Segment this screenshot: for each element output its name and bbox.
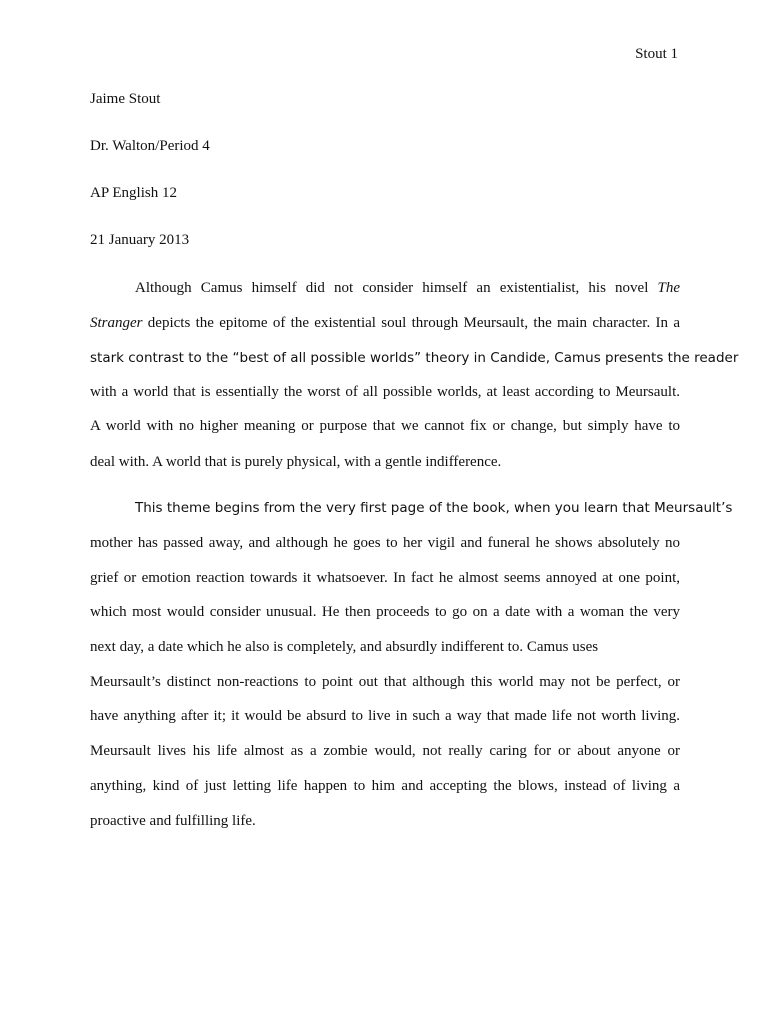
instructor-line: Dr. Walton/Period 4 xyxy=(90,138,210,154)
paragraph-1-line-2 xyxy=(90,314,680,332)
line-text: Although Camus himself did not consider himself an existentialist, his novel xyxy=(135,280,658,296)
author-name: Jaime Stout xyxy=(90,91,161,107)
italic-title-start: The xyxy=(657,280,680,296)
paragraph-2-line-10: proactive and fulfilling life. xyxy=(90,813,256,829)
paragraph-1-line-4: with a world that is essentially the worst of all possible worlds, at least according to Meursault. xyxy=(90,384,680,400)
paragraph-2-line-5: next day, a date which he also is completely, and absurdly indifferent to. Camus uses xyxy=(90,639,599,655)
paragraph-2-line-6: Meursault’s distinct non-reactions to point out that although this world may not be perfect, or xyxy=(90,674,680,690)
running-head: Stout 1 xyxy=(635,46,678,62)
paragraph-2-line-8: Meursault lives his life almost as a zombie would, not really caring for or about anyone or xyxy=(90,743,680,759)
paragraph-2-line-1: This theme begins from the very first page of the book, when you learn that Meursault’s xyxy=(135,500,733,516)
paragraph-1-line-6: deal with. A world that is purely physical, with a gentle indifference. xyxy=(90,454,502,470)
paragraph-2-line-3: grief or emotion reaction towards it whatsoever. In fact he almost seems annoyed at one point, xyxy=(90,570,680,586)
paragraph-1-line-3: stark contrast to the “best of all possible worlds” theory in Candide, Camus presents the reader xyxy=(90,350,739,366)
paragraph-2-line-9: anything, kind of just letting life happen to him and accepting the blows, instead of living a xyxy=(90,778,680,794)
line-text: depicts the epitome of the existential soul through Meursault, the main character. In a xyxy=(142,315,680,331)
paragraph-2-line-7: have anything after it; it would be absurd to live in such a way that made life not worth living. xyxy=(90,708,680,724)
italic-title-end: Stranger xyxy=(90,315,143,331)
course-line: AP English 12 xyxy=(90,185,177,201)
paragraph-2-line-2: mother has passed away, and although he goes to her vigil and funeral he shows absolutely no xyxy=(90,535,680,551)
paragraph-1-line-5: A world with no higher meaning or purpose that we cannot fix or change, but simply have to xyxy=(90,418,680,434)
paragraph-1-line-1 xyxy=(135,279,680,297)
date-line: 21 January 2013 xyxy=(90,232,190,248)
paragraph-2-line-4: which most would consider unusual. He then proceeds to go on a date with a woman the very xyxy=(90,604,680,620)
